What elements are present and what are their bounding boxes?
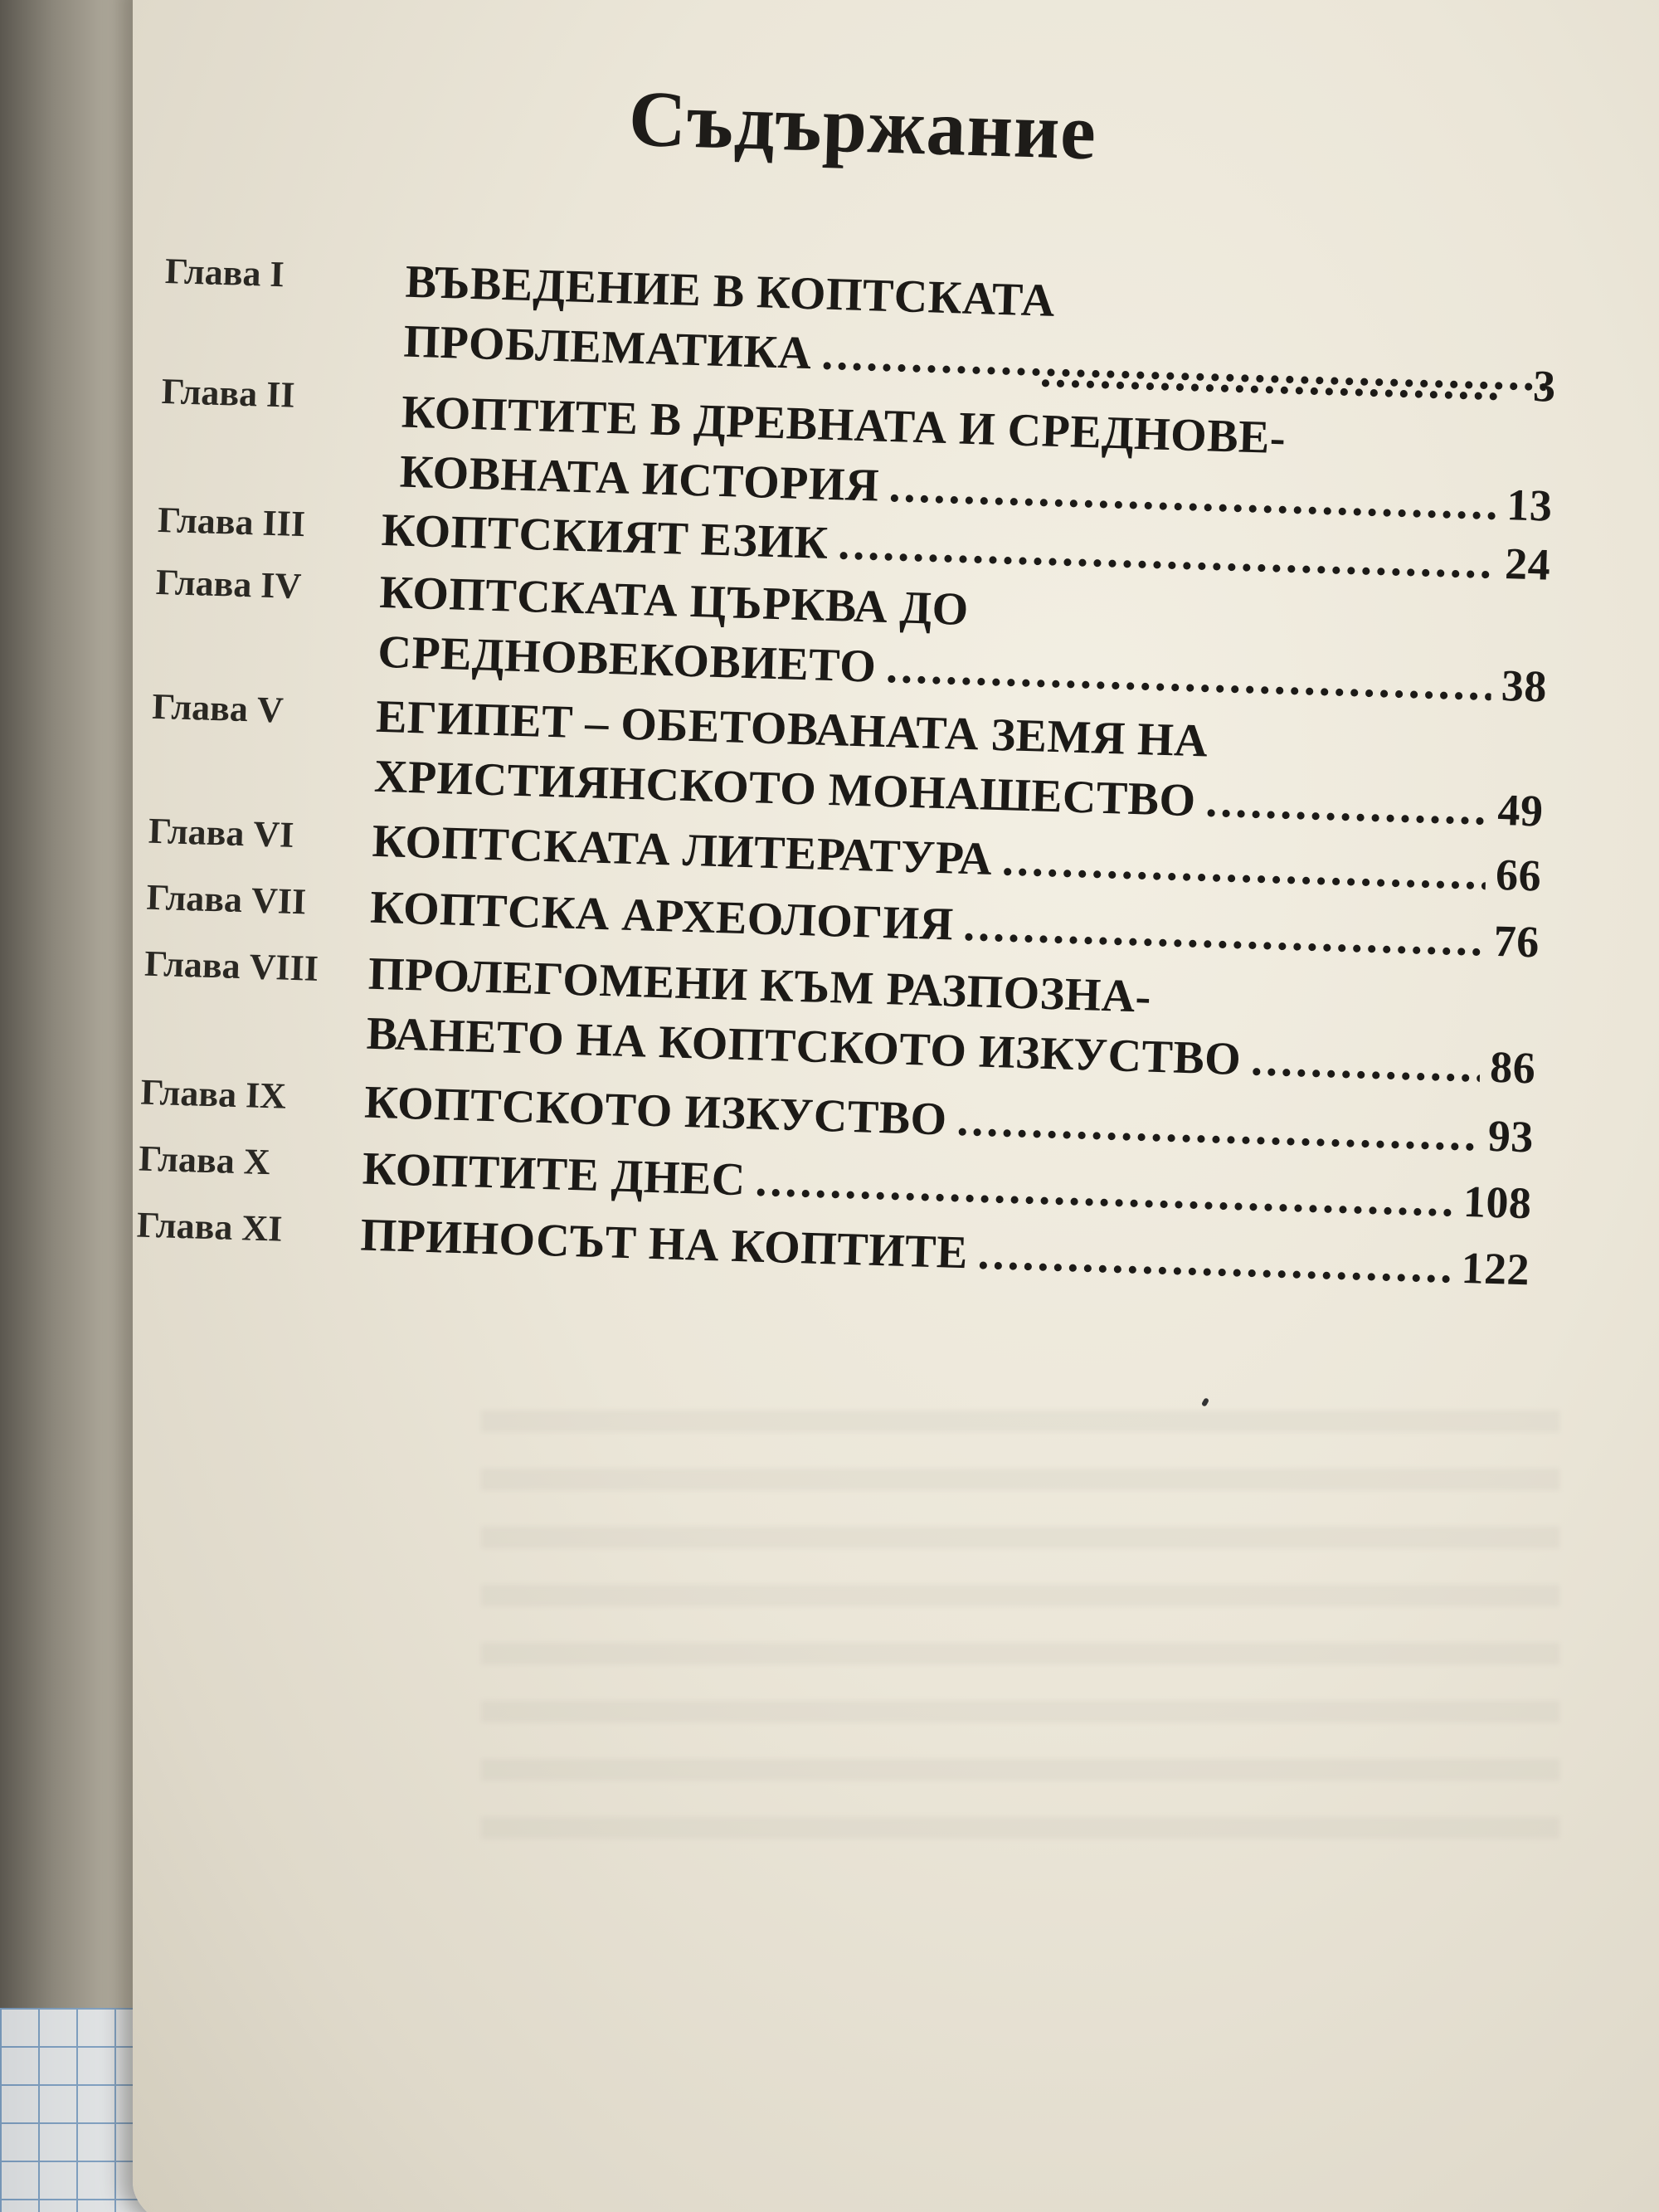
chapter-title-text: ПРИНОСЪТ НА КОПТИТЕ	[359, 1209, 969, 1279]
show-through-text	[481, 1411, 1559, 1875]
chapter-title-text: ЕГИПЕТ – ОБЕТОВАНАТА ЗЕМЯ НА	[375, 690, 1209, 767]
chapter-label: Глава IV	[155, 561, 302, 607]
chapter-title-text: КОПТСКАТА ЦЪРКВА ДО	[378, 566, 970, 636]
chapter-label: Глава VII	[145, 876, 307, 923]
chapter-title-text: КОПТСКА АРХЕОЛОГИЯ	[369, 881, 955, 951]
chapter-title-text: СРЕДНОВЕКОВИЕТО	[377, 626, 878, 693]
chapter-title-text: КОПТСКАТА ЛИТЕРАТУРА	[371, 815, 994, 885]
chapter-label: Глава VI	[148, 810, 295, 855]
chapter-label: Глава III	[157, 499, 306, 545]
chapter-label: Глава VIII	[144, 943, 319, 989]
chapter-title-text: ВАНЕТО НА КОПТСКОТО ИЗКУСТВО	[365, 1007, 1243, 1085]
page-number: 108	[1462, 1176, 1533, 1229]
chapter-title-text: ПРОЛЕГОМЕНИ КЪМ РАЗПОЗНА-	[367, 948, 1152, 1023]
chapter-title-text: ВЪВЕДЕНИЕ В КОПТСКАТА	[404, 256, 1056, 327]
chapter-label: Глава X	[138, 1138, 271, 1183]
chapter-label: Глава II	[161, 370, 296, 416]
page-number: 66	[1495, 849, 1543, 901]
chapter-label: Глава XI	[136, 1204, 283, 1250]
chapter-title	[399, 323, 1557, 536]
page-number: 24	[1504, 538, 1552, 590]
page-number: 76	[1492, 915, 1540, 967]
chapter-title-text: КОПТИТЕ ДНЕС	[362, 1143, 747, 1206]
page-number: 93	[1486, 1110, 1535, 1162]
dot-leader	[1250, 1030, 1481, 1096]
page-number: 86	[1489, 1041, 1537, 1094]
chapter-title-text: ПРОБЛЕМАТИКА	[402, 315, 813, 380]
page-number: 13	[1506, 480, 1554, 531]
page-number: 122	[1460, 1242, 1530, 1295]
chapter-title-text: КОПТСКОТО ИЗКУСТВО	[363, 1076, 948, 1146]
chapter-title-text: ХРИСТИЯНСКОТО МОНАШЕСТВО	[373, 750, 1197, 827]
chapter-label: Глава I	[164, 250, 285, 295]
page-number: 49	[1496, 784, 1545, 836]
page-number: 3	[1532, 360, 1557, 412]
dot-leader	[1204, 771, 1488, 839]
chapter-title-text: КОВНАТА ИСТОРИЯ	[399, 446, 880, 512]
chapter-label: Глава V	[151, 685, 285, 731]
page-number: 38	[1501, 660, 1548, 712]
page-title: Съдържание	[627, 73, 1098, 177]
chapter-title-text: КОПТИТЕ В ДРЕВНАТА И СРЕДНОВЕ-	[401, 386, 1287, 465]
chapter-label: Глава IX	[139, 1071, 287, 1117]
chapter-title-text: КОПТСКИЯТ ЕЗИК	[380, 504, 830, 569]
